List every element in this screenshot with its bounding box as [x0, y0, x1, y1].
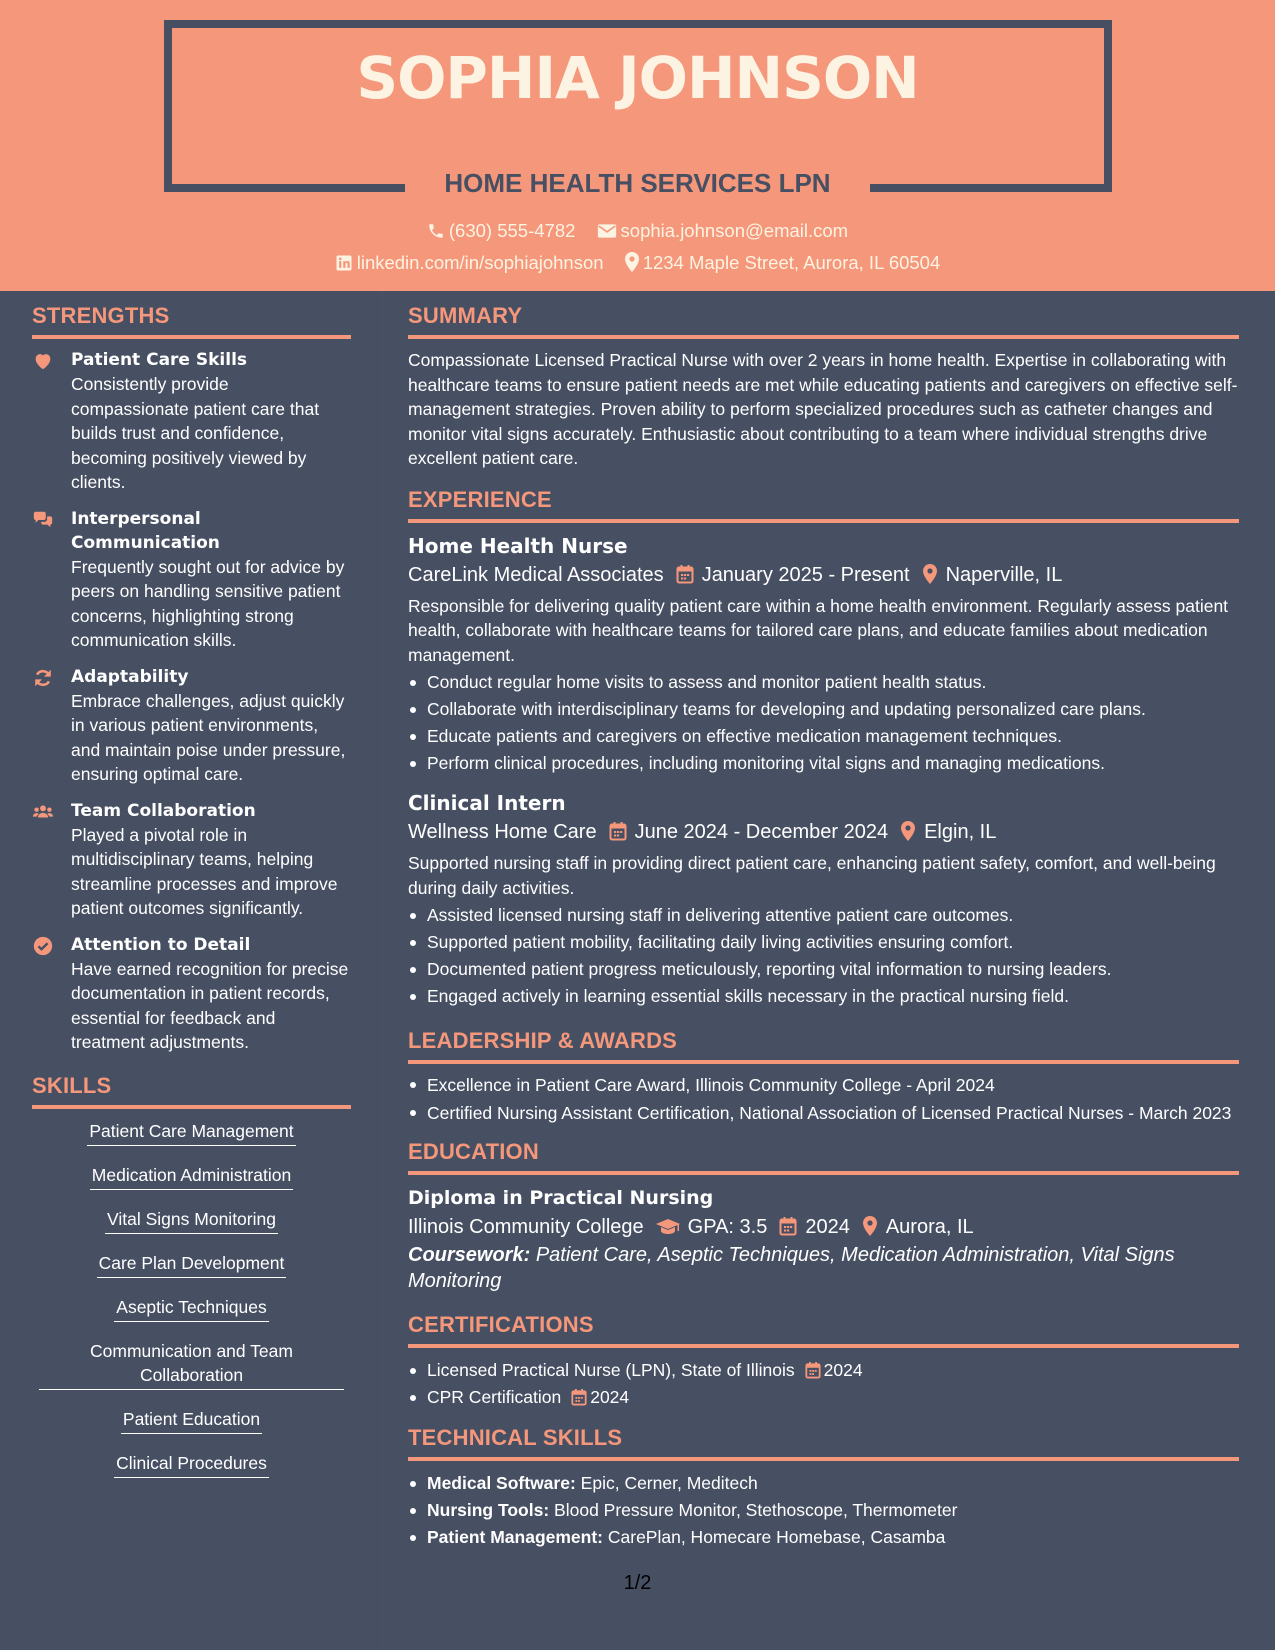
strength-desc: Played a pivotal role in multidisciplinary teams, helping streamline processes and improve patient outcomes significantly.: [71, 824, 338, 918]
job-meta: [408, 817, 1239, 847]
phone-icon: [427, 222, 445, 240]
list-item: [408, 1497, 1239, 1524]
school-name: Illinois Community College: [408, 1216, 644, 1238]
envelope-icon: [597, 222, 617, 240]
technical-skills-list: [408, 1470, 1239, 1551]
skill-tag: Communication and Team Collaboration: [39, 1339, 344, 1390]
comments-icon: [32, 509, 54, 531]
list-item: [408, 1470, 1239, 1497]
gpa: GPA: 3.5: [687, 1216, 768, 1238]
summary-text: Compassionate Licensed Practical Nurse with over 2 years in home health. Expertise in collaborating with healthcare teams to ensure patient needs are met while educating patients and caregivers on effective self-management strategies. Proven ability to perform specialized procedures such as catheter changes and monitor vital signs accurately. Enthusiastic about contributing to a team where individual strengths drive excellent patient care.: [408, 350, 1238, 468]
skills-list: [32, 1119, 351, 1495]
contact-row-1: [0, 220, 1275, 242]
strength-title: Patient Care Skills: [71, 350, 248, 370]
list-item: Assisted licensed nursing staff in delivering attentive patient care outcomes.: [408, 902, 1239, 929]
experience-heading: EXPERIENCE: [408, 487, 1239, 523]
tech-label: Medical Software:: [427, 1473, 576, 1493]
map-pin-icon: [900, 821, 916, 841]
linkedin-icon: [335, 254, 353, 272]
strength-title: Attention to Detail: [71, 934, 251, 955]
strength-title: Adaptability: [71, 666, 189, 687]
phone-contact[interactable]: [427, 220, 576, 242]
calendar-icon: [571, 1388, 587, 1406]
strength-item: [32, 799, 351, 921]
right-column: [408, 303, 1239, 1551]
list-item: Excellence in Patient Care Award, Illinois Community College - April 2024: [408, 1073, 1239, 1098]
skill-tag: Patient Care Management: [87, 1119, 295, 1146]
column-divider: [382, 291, 383, 1650]
list-item: [408, 1524, 1239, 1551]
skills-heading: SKILLS: [32, 1073, 351, 1109]
job-dates: June 2024 - December 2024: [634, 821, 889, 843]
coursework: [408, 1242, 1239, 1294]
strength-item: [32, 933, 351, 1055]
list-item: Collaborate with interdisciplinary teams for developing and updating personalized care plans.: [408, 696, 1239, 723]
strength-desc: Have earned recognition for precise documentation in patient records, essential for feedback and treatment adjustments.: [71, 958, 349, 1052]
job-entry: [408, 532, 1239, 778]
calendar-icon: [676, 564, 694, 584]
list-item: [408, 1384, 1239, 1411]
job-description: Supported nursing staff in providing direct patient care, enhancing patient safety, comfort, and well-being during daily activities.: [408, 853, 1216, 898]
job-company: CareLink Medical Associates: [408, 563, 664, 586]
degree-title: Diploma in Practical Nursing: [408, 1187, 714, 1209]
calendar-icon: [805, 1361, 821, 1379]
cert-name: CPR Certification: [427, 1387, 562, 1407]
job-bullets: [408, 669, 1239, 777]
strength-item: [32, 348, 351, 495]
heart-icon: [32, 350, 54, 372]
coursework-list: Patient Care, Aseptic Techniques, Medication Administration, Vital Signs Monitoring: [408, 1244, 1175, 1292]
strengths-heading: STRENGTHS: [32, 303, 351, 339]
education-meta: [408, 1212, 1239, 1242]
resume-header: [0, 0, 1275, 291]
list-item: Conduct regular home visits to assess and monitor patient health status.: [408, 669, 1239, 696]
strength-desc: Frequently sought out for advice by peers on handling sensitive patient concerns, highlighting strong communication skills.: [71, 556, 345, 650]
candidate-name: SOPHIA JOHNSON: [356, 44, 919, 112]
strength-title: Interpersonal Communication: [71, 508, 220, 553]
job-position: Clinical Intern: [408, 791, 566, 815]
calendar-icon: [609, 821, 627, 841]
tech-label: Nursing Tools:: [427, 1500, 550, 1520]
map-pin-icon: [862, 1216, 878, 1236]
address-contact: [625, 252, 941, 274]
job-company: Wellness Home Care: [408, 821, 597, 843]
map-pin-icon: [625, 252, 639, 272]
skill-tag: Vital Signs Monitoring: [105, 1207, 278, 1234]
tech-value: Blood Pressure Monitor, Stethoscope, Thermometer: [554, 1500, 958, 1520]
graduation-year: 2024: [805, 1216, 850, 1238]
job-entry: [408, 789, 1239, 1010]
cert-year: 2024: [823, 1360, 863, 1380]
map-pin-icon: [922, 564, 938, 584]
email-contact[interactable]: [597, 220, 849, 242]
job-position: Home Health Nurse: [408, 533, 628, 558]
skill-tag: Patient Education: [121, 1407, 262, 1434]
education-heading: EDUCATION: [408, 1139, 1239, 1175]
linkedin-contact[interactable]: [335, 252, 604, 274]
cert-year: 2024: [590, 1387, 630, 1407]
tech-value: Epic, Cerner, Meditech: [580, 1473, 758, 1493]
strength-item: [32, 665, 351, 787]
list-item: [408, 1357, 1239, 1384]
job-location: Naperville, IL: [945, 563, 1063, 586]
linkedin-text: linkedin.com/in/sophiajohnson: [356, 252, 604, 273]
job-description: Responsible for delivering quality patient care within a home health environment. Regularly assess patient health, collaborate with healthcare teams for tailored care plans, and educate families about medication management.: [408, 595, 1229, 665]
contact-row-2: [0, 252, 1275, 274]
list-item: Perform clinical procedures, including monitoring vital signs and managing medications.: [408, 750, 1239, 777]
list-item: Supported patient mobility, facilitating daily living activities ensuring comfort.: [408, 929, 1239, 956]
strength-item: [32, 507, 351, 653]
technical-skills-heading: TECHNICAL SKILLS: [408, 1425, 1239, 1461]
strength-title: Team Collaboration: [71, 800, 256, 821]
certifications-list: [408, 1357, 1239, 1411]
job-title-heading: HOME HEALTH SERVICES LPN: [444, 168, 831, 198]
tech-value: CarePlan, Homecare Homebase, Casamba: [607, 1527, 946, 1547]
school-location: Aurora, IL: [885, 1216, 974, 1238]
job-location: Elgin, IL: [924, 821, 997, 843]
skill-tag: Aseptic Techniques: [114, 1295, 268, 1322]
certifications-heading: CERTIFICATIONS: [408, 1312, 1239, 1348]
calendar-icon: [779, 1216, 797, 1236]
summary-heading: SUMMARY: [408, 303, 1239, 339]
job-bullets: [408, 902, 1239, 1010]
page-number: 1/2: [623, 1572, 652, 1594]
phone-text: (630) 555-4782: [448, 220, 576, 241]
awards-list: [408, 1073, 1239, 1125]
job-meta: [408, 560, 1239, 590]
tech-label: Patient Management:: [427, 1527, 603, 1547]
strength-desc: Embrace challenges, adjust quickly in various patient environments, and maintain poise under pressure, ensuring optimal care.: [71, 690, 346, 784]
users-icon: [32, 801, 54, 823]
cert-name: Licensed Practical Nurse (LPN), State of Illinois: [427, 1360, 795, 1380]
skill-tag: Care Plan Development: [97, 1251, 287, 1278]
list-item: Engaged actively in learning essential skills necessary in the practical nursing field.: [408, 983, 1239, 1010]
check-circle-icon: [32, 935, 54, 957]
sync-icon: [32, 667, 54, 689]
skill-tag: Clinical Procedures: [114, 1451, 269, 1478]
list-item: Certified Nursing Assistant Certification, National Association of Licensed Practical Nurses - March 2023: [408, 1101, 1239, 1126]
awards-heading: LEADERSHIP & AWARDS: [408, 1028, 1239, 1064]
strength-desc: Consistently provide compassionate patient care that builds trust and confidence, becoming positively viewed by clients.: [71, 374, 320, 492]
job-dates: January 2025 - Present: [701, 563, 910, 586]
address-text: 1234 Maple Street, Aurora, IL 60504: [642, 252, 941, 273]
list-item: Documented patient progress meticulously, reporting vital information to nursing leaders.: [408, 956, 1239, 983]
email-text: sophia.johnson@email.com: [620, 220, 849, 241]
skill-tag: Medication Administration: [90, 1163, 293, 1190]
list-item: Educate patients and caregivers on effective medication management techniques.: [408, 723, 1239, 750]
coursework-label: Coursework:: [408, 1244, 531, 1266]
graduation-cap-icon: [656, 1218, 680, 1236]
left-column: [32, 303, 351, 1495]
